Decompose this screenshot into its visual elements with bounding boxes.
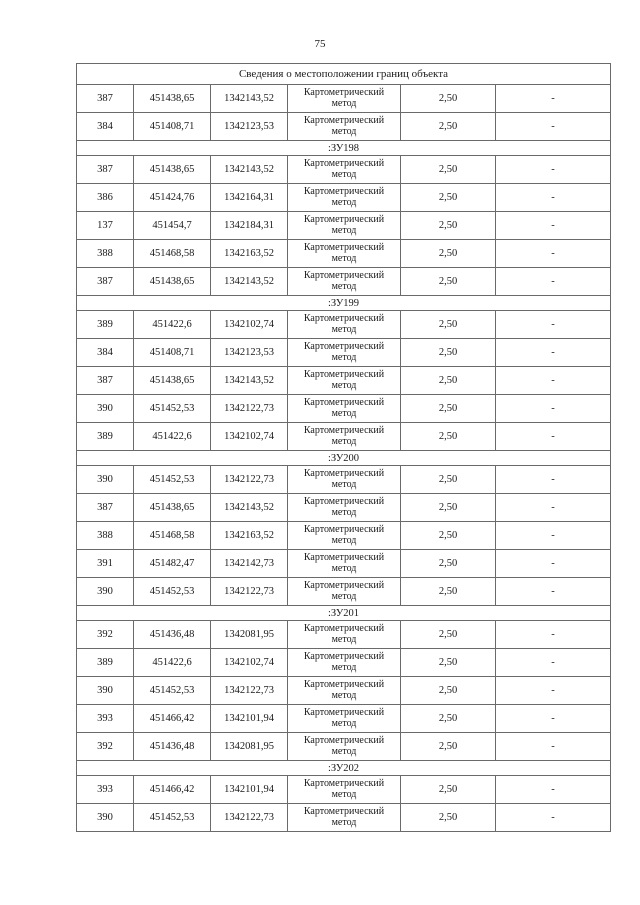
y-coordinate-cell: 1342164,31	[211, 184, 288, 212]
method-line-1: Картометрический	[303, 115, 385, 126]
note-cell: -	[496, 423, 611, 451]
method-cell	[288, 367, 401, 395]
note-cell: -	[496, 268, 611, 296]
precision-cell: 2,50	[401, 466, 496, 494]
y-coordinate-cell: 1342122,73	[211, 804, 288, 832]
method-line-2: метод	[331, 661, 357, 673]
point-number-cell: 390	[77, 677, 134, 705]
y-coordinate-cell: 1342123,53	[211, 339, 288, 367]
method-cell	[288, 578, 401, 606]
x-coordinate-cell: 451422,6	[134, 649, 211, 677]
x-coordinate-cell: 451452,53	[134, 578, 211, 606]
x-coordinate-cell: 451422,6	[134, 423, 211, 451]
method-line-2: метод	[331, 224, 357, 236]
x-coordinate-cell: 451452,53	[134, 395, 211, 423]
method-cell	[288, 311, 401, 339]
precision-cell: 2,50	[401, 776, 496, 804]
method-line-2: метод	[331, 323, 357, 335]
precision-cell: 2,50	[401, 423, 496, 451]
precision-cell: 2,50	[401, 311, 496, 339]
x-coordinate-cell: 451452,53	[134, 804, 211, 832]
method-cell	[288, 113, 401, 141]
y-coordinate-cell: 1342143,52	[211, 85, 288, 113]
method-cell	[288, 705, 401, 733]
table-row	[77, 423, 611, 451]
point-number-cell: 392	[77, 621, 134, 649]
y-coordinate-cell: 1342122,73	[211, 395, 288, 423]
x-coordinate-cell: 451466,42	[134, 705, 211, 733]
method-cell	[288, 776, 401, 804]
method-line-2: метод	[331, 590, 357, 602]
table-row	[77, 621, 611, 649]
method-line-1: Картометрический	[303, 524, 385, 535]
method-line-2: метод	[331, 478, 357, 490]
method-cell	[288, 212, 401, 240]
note-cell: -	[496, 522, 611, 550]
note-cell: -	[496, 184, 611, 212]
method-cell	[288, 85, 401, 113]
section-row	[77, 606, 611, 621]
x-coordinate-cell: 451438,65	[134, 268, 211, 296]
section-label: :ЗУ202	[77, 761, 611, 776]
x-coordinate-cell: 451466,42	[134, 776, 211, 804]
precision-cell: 2,50	[401, 113, 496, 141]
precision-cell: 2,50	[401, 85, 496, 113]
table-row	[77, 113, 611, 141]
table-row	[77, 776, 611, 804]
table-row	[77, 240, 611, 268]
x-coordinate-cell: 451468,58	[134, 522, 211, 550]
precision-cell: 2,50	[401, 705, 496, 733]
section-label: :ЗУ198	[77, 141, 611, 156]
x-coordinate-cell: 451422,6	[134, 311, 211, 339]
method-line-1: Картометрический	[303, 623, 385, 634]
method-line-2: метод	[331, 689, 357, 701]
y-coordinate-cell: 1342122,73	[211, 677, 288, 705]
x-coordinate-cell: 451408,71	[134, 113, 211, 141]
x-coordinate-cell: 451438,65	[134, 494, 211, 522]
x-coordinate-cell: 451452,53	[134, 466, 211, 494]
method-line-2: метод	[331, 745, 357, 757]
method-cell	[288, 677, 401, 705]
method-line-1: Картометрический	[303, 158, 385, 169]
y-coordinate-cell: 1342163,52	[211, 240, 288, 268]
y-coordinate-cell: 1342184,31	[211, 212, 288, 240]
method-cell	[288, 184, 401, 212]
precision-cell: 2,50	[401, 677, 496, 705]
method-cell	[288, 156, 401, 184]
method-line-1: Картометрический	[303, 806, 385, 817]
note-cell: -	[496, 113, 611, 141]
y-coordinate-cell: 1342142,73	[211, 550, 288, 578]
point-number-cell: 389	[77, 423, 134, 451]
y-coordinate-cell: 1342143,52	[211, 367, 288, 395]
table-row	[77, 705, 611, 733]
method-line-1: Картометрический	[303, 496, 385, 507]
y-coordinate-cell: 1342081,95	[211, 621, 288, 649]
note-cell: -	[496, 156, 611, 184]
method-line-1: Картометрический	[303, 707, 385, 718]
precision-cell: 2,50	[401, 522, 496, 550]
section-row	[77, 451, 611, 466]
note-cell: -	[496, 578, 611, 606]
note-cell: -	[496, 339, 611, 367]
y-coordinate-cell: 1342101,94	[211, 776, 288, 804]
note-cell: -	[496, 733, 611, 761]
method-line-1: Картометрический	[303, 242, 385, 253]
method-line-2: метод	[331, 280, 357, 292]
y-coordinate-cell: 1342123,53	[211, 113, 288, 141]
precision-cell: 2,50	[401, 804, 496, 832]
section-row	[77, 141, 611, 156]
method-line-2: метод	[331, 407, 357, 419]
table-row	[77, 550, 611, 578]
note-cell: -	[496, 705, 611, 733]
method-line-1: Картометрический	[303, 369, 385, 380]
method-cell	[288, 395, 401, 423]
y-coordinate-cell: 1342143,52	[211, 494, 288, 522]
precision-cell: 2,50	[401, 156, 496, 184]
point-number-cell: 391	[77, 550, 134, 578]
table-row	[77, 466, 611, 494]
method-line-1: Картометрический	[303, 186, 385, 197]
y-coordinate-cell: 1342163,52	[211, 522, 288, 550]
y-coordinate-cell: 1342102,74	[211, 649, 288, 677]
table-row	[77, 578, 611, 606]
y-coordinate-cell: 1342143,52	[211, 268, 288, 296]
x-coordinate-cell: 451438,65	[134, 156, 211, 184]
method-line-2: метод	[331, 816, 357, 828]
section-label: :ЗУ201	[77, 606, 611, 621]
method-cell	[288, 522, 401, 550]
point-number-cell: 389	[77, 649, 134, 677]
note-cell: -	[496, 85, 611, 113]
method-cell	[288, 339, 401, 367]
method-line-1: Картометрический	[303, 468, 385, 479]
precision-cell: 2,50	[401, 268, 496, 296]
point-number-cell: 387	[77, 268, 134, 296]
method-cell	[288, 423, 401, 451]
y-coordinate-cell: 1342101,94	[211, 705, 288, 733]
point-number-cell: 387	[77, 367, 134, 395]
page-number: 75	[314, 38, 326, 50]
method-cell	[288, 804, 401, 832]
table-row	[77, 339, 611, 367]
section-label: :ЗУ199	[77, 296, 611, 311]
x-coordinate-cell: 451436,48	[134, 733, 211, 761]
x-coordinate-cell: 451452,53	[134, 677, 211, 705]
y-coordinate-cell: 1342122,73	[211, 578, 288, 606]
method-line-1: Картометрический	[303, 270, 385, 281]
method-line-1: Картометрический	[303, 735, 385, 746]
table-row	[77, 395, 611, 423]
note-cell: -	[496, 621, 611, 649]
method-line-2: метод	[331, 534, 357, 546]
method-line-1: Картометрический	[303, 778, 385, 789]
precision-cell: 2,50	[401, 395, 496, 423]
precision-cell: 2,50	[401, 649, 496, 677]
method-cell	[288, 733, 401, 761]
y-coordinate-cell: 1342122,73	[211, 466, 288, 494]
table-row	[77, 494, 611, 522]
point-number-cell: 387	[77, 494, 134, 522]
y-coordinate-cell: 1342102,74	[211, 423, 288, 451]
x-coordinate-cell: 451482,47	[134, 550, 211, 578]
table-title: Сведения о местоположении границ объекта	[77, 64, 611, 85]
section-row	[77, 761, 611, 776]
point-number-cell: 390	[77, 395, 134, 423]
method-cell	[288, 621, 401, 649]
method-line-1: Картометрический	[303, 651, 385, 662]
precision-cell: 2,50	[401, 550, 496, 578]
precision-cell: 2,50	[401, 339, 496, 367]
method-cell	[288, 268, 401, 296]
method-line-2: метод	[331, 633, 357, 645]
note-cell: -	[496, 240, 611, 268]
method-line-2: метод	[331, 379, 357, 391]
method-line-2: метод	[331, 788, 357, 800]
note-cell: -	[496, 494, 611, 522]
point-number-cell: 384	[77, 113, 134, 141]
note-cell: -	[496, 466, 611, 494]
table-row	[77, 367, 611, 395]
precision-cell: 2,50	[401, 367, 496, 395]
method-line-1: Картометрический	[303, 397, 385, 408]
method-line-2: метод	[331, 562, 357, 574]
method-line-2: метод	[331, 196, 357, 208]
method-line-1: Картометрический	[303, 679, 385, 690]
table-row	[77, 268, 611, 296]
method-line-2: метод	[331, 252, 357, 264]
method-line-2: метод	[331, 97, 357, 109]
point-number-cell: 389	[77, 311, 134, 339]
point-number-cell: 384	[77, 339, 134, 367]
method-line-2: метод	[331, 506, 357, 518]
table-row	[77, 156, 611, 184]
point-number-cell: 393	[77, 705, 134, 733]
section-label: :ЗУ200	[77, 451, 611, 466]
method-line-2: метод	[331, 717, 357, 729]
precision-cell: 2,50	[401, 621, 496, 649]
method-line-1: Картометрический	[303, 552, 385, 563]
table-row	[77, 212, 611, 240]
method-line-2: метод	[331, 435, 357, 447]
method-cell	[288, 494, 401, 522]
table-row	[77, 804, 611, 832]
method-line-1: Картометрический	[303, 580, 385, 591]
table-row	[77, 85, 611, 113]
y-coordinate-cell: 1342143,52	[211, 156, 288, 184]
section-row	[77, 296, 611, 311]
method-line-2: метод	[331, 351, 357, 363]
method-line-1: Картометрический	[303, 214, 385, 225]
note-cell: -	[496, 212, 611, 240]
note-cell: -	[496, 677, 611, 705]
boundary-table	[76, 63, 611, 832]
point-number-cell: 390	[77, 466, 134, 494]
note-cell: -	[496, 776, 611, 804]
method-cell	[288, 550, 401, 578]
point-number-cell: 137	[77, 212, 134, 240]
point-number-cell: 387	[77, 156, 134, 184]
table-header-row	[77, 64, 611, 85]
method-line-1: Картометрический	[303, 341, 385, 352]
point-number-cell: 387	[77, 85, 134, 113]
precision-cell: 2,50	[401, 578, 496, 606]
x-coordinate-cell: 451424,76	[134, 184, 211, 212]
note-cell: -	[496, 649, 611, 677]
point-number-cell: 388	[77, 240, 134, 268]
x-coordinate-cell: 451408,71	[134, 339, 211, 367]
x-coordinate-cell: 451468,58	[134, 240, 211, 268]
x-coordinate-cell: 451454,7	[134, 212, 211, 240]
point-number-cell: 390	[77, 578, 134, 606]
table-row	[77, 677, 611, 705]
precision-cell: 2,50	[401, 212, 496, 240]
table-row	[77, 184, 611, 212]
method-cell	[288, 466, 401, 494]
note-cell: -	[496, 311, 611, 339]
x-coordinate-cell: 451438,65	[134, 85, 211, 113]
note-cell: -	[496, 804, 611, 832]
precision-cell: 2,50	[401, 240, 496, 268]
method-line-2: метод	[331, 168, 357, 180]
point-number-cell: 392	[77, 733, 134, 761]
method-cell	[288, 649, 401, 677]
point-number-cell: 386	[77, 184, 134, 212]
precision-cell: 2,50	[401, 184, 496, 212]
point-number-cell: 390	[77, 804, 134, 832]
table-row	[77, 649, 611, 677]
table-row	[77, 311, 611, 339]
method-line-2: метод	[331, 125, 357, 137]
note-cell: -	[496, 367, 611, 395]
y-coordinate-cell: 1342102,74	[211, 311, 288, 339]
point-number-cell: 388	[77, 522, 134, 550]
x-coordinate-cell: 451438,65	[134, 367, 211, 395]
x-coordinate-cell: 451436,48	[134, 621, 211, 649]
method-cell	[288, 240, 401, 268]
y-coordinate-cell: 1342081,95	[211, 733, 288, 761]
point-number-cell: 393	[77, 776, 134, 804]
note-cell: -	[496, 395, 611, 423]
precision-cell: 2,50	[401, 494, 496, 522]
precision-cell: 2,50	[401, 733, 496, 761]
method-line-1: Картометрический	[303, 425, 385, 436]
table-row	[77, 733, 611, 761]
note-cell: -	[496, 550, 611, 578]
method-line-1: Картометрический	[303, 313, 385, 324]
method-line-1: Картометрический	[303, 87, 385, 98]
table-row	[77, 522, 611, 550]
